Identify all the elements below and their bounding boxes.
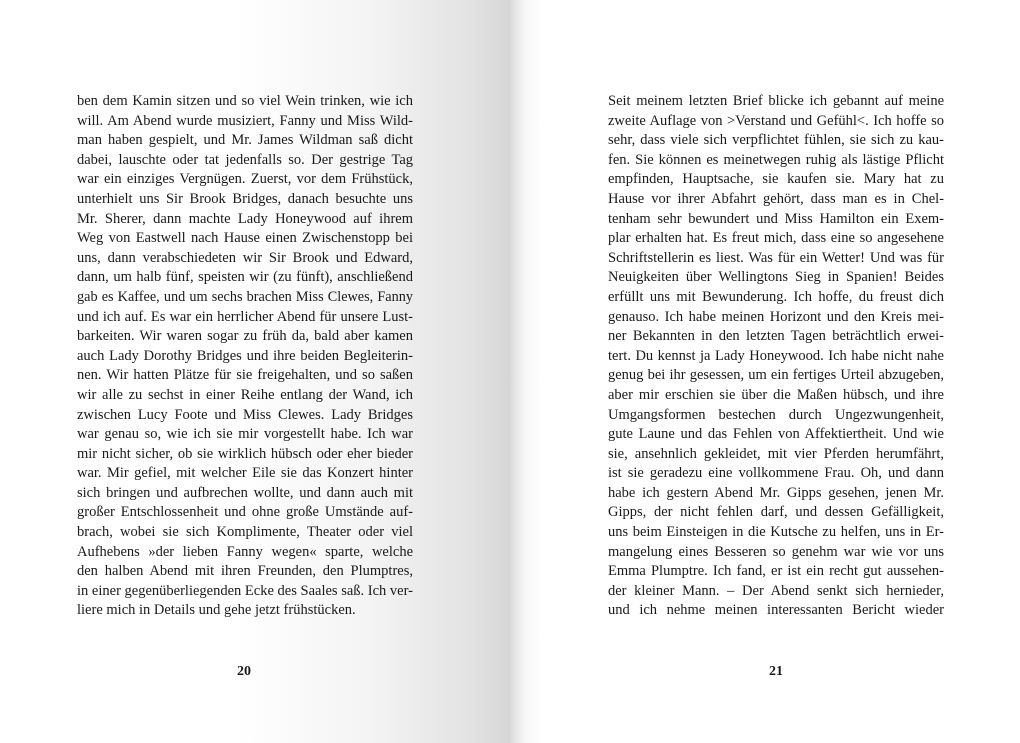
text-line: genug bei ihr gesessen, um ein fertiges Urteil abzugeben, (608, 367, 944, 384)
text-line: dabei, lauschte oder tat jedenfalls so. Der gestrige Tag (77, 151, 413, 168)
text-line: den halben Abend mit ihren Freunden, den Plumptres, (77, 563, 413, 580)
text-line: aber mir erschien sie über die Maßen hübsch, und ihre (608, 386, 944, 403)
text-line: genauso. Ich habe meinen Horizont und den Kreis mei- (608, 308, 944, 325)
text-line: der kleiner Mann. – Der Abend senkt sich hernieder, (608, 582, 944, 599)
text-line: und ich auf. Es war ein herrlicher Abend für unsere Lust- (77, 308, 413, 325)
page-number-right: 21 (769, 664, 783, 679)
text-line: liere mich in Details und gehe jetzt frühstücken. (77, 602, 356, 619)
text-line: ben dem Kamin sitzen und so viel Wein trinken, wie ich (77, 93, 413, 109)
text-line: gute Laune und das Fehlen von Affektiertheit. Und wie (608, 426, 944, 443)
text-line: mangelung eines Besseren so genehm war wie vor uns (608, 543, 944, 560)
text-line: großer Entschlossenheit und ohne große Umstände auf- (77, 504, 413, 521)
text-line: brach, wobei sie sich Komplimente, Theater oder viel (77, 524, 413, 541)
text-line: plar erhalten hat. Es freut mich, dass eine so angesehene (608, 230, 944, 247)
text-line: Gipps, der nicht fehlen darf, und dessen Gefälligkeit, (608, 504, 944, 521)
text-line: und ich nehme meinen interessanten Bericht wieder (608, 602, 944, 619)
text-line: tert. Du kennst ja Lady Honeywood. Ich habe nicht nahe (608, 347, 944, 364)
text-line: gab es Kaffee, und um sechs brachen Miss Clewes, Fanny (77, 288, 413, 305)
text-line: sehr, dass viele sich verpflichtet fühlen, sie sich zu kau- (608, 132, 944, 149)
page-number-left: 20 (237, 664, 251, 679)
text-line: war ein einziges Vergnügen. Zuerst, vor dem Frühstück, (77, 171, 413, 188)
text-line: sich bringen und aufbrechen wollte, und dann auch mit (77, 484, 413, 501)
text-line: Mr. Sherer, dann machte Lady Honeywood auf ihrem (77, 210, 413, 227)
text-line: dann, um halb fünf, speisten wir (zu fünft), anschließend (77, 269, 413, 286)
text-line: barkeiten. Wir waren sogar zu früh da, bald aber kamen (77, 328, 413, 345)
text-line: Umgangsformen bestechen durch Ungezwungenheit, (608, 406, 944, 423)
text-line: empfinden, Hauptsache, sie kaufen sie. Mary hat zu (608, 171, 944, 188)
text-line: zwischen Lucy Foote und Miss Clewes. Lady Bridges (77, 406, 413, 423)
text-line: wir alle zu sechst in einer Reihe entlang der Wand, ich (77, 386, 413, 403)
text-line: habe ich gestern Abend Mr. Gipps gesehen, jenen Mr. (608, 484, 944, 501)
text-line: fen. Sie können es meinetwegen ruhig als lästige Pflicht (608, 151, 944, 168)
right-page-text (608, 92, 944, 621)
right-page (510, 0, 1020, 743)
text-line: sie, ansehnlich gekleidet, mit vier Pferden herumfährt, (608, 445, 944, 462)
text-line: man haben gespielt, und Mr. James Wildman saß dicht (77, 132, 413, 149)
text-line: Neuigkeiten über Wellingtons Sieg in Spanien! Beides (608, 269, 944, 286)
text-line: ner Bekannten in den letzten Tagen beträchtlich erwei- (608, 328, 944, 345)
text-line: Schriftstellerin es liest. Was für ein Wetter! Und was für (608, 249, 944, 266)
left-page-text (77, 92, 413, 621)
text-line: erfüllt uns mit Bewunderung. Ich hoffe, du freust dich (608, 288, 944, 305)
text-line: Emma Plumptre. Ich fand, er ist ein recht gut aussehen- (608, 563, 944, 580)
text-line: war. Mir gefiel, mit welcher Eile sie das Konzert hinter (77, 465, 413, 482)
text-line: Aufhebens »der lieben Fanny wegen« sparte, welche (77, 543, 413, 560)
text-line: in einer gegenüberliegenden Ecke des Saales saß. Ich ver- (77, 582, 413, 599)
text-line: unterhielt uns Sir Brook Bridges, danach besuchte uns (77, 190, 413, 207)
text-line: zweite Auflage von >Verstand und Gefühl<. Ich hoffe so (608, 112, 944, 129)
text-line: Hause vor ihrer Abfahrt gehört, dass man es in Chel- (608, 190, 944, 207)
text-line: uns, dann verabschiedeten wir Sir Brook und Edward, (77, 249, 413, 266)
text-line: auch Lady Dorothy Bridges und ihre beiden Begleiterin- (77, 347, 413, 364)
text-line: war genau so, wie ich sie mir vorgestellt habe. Ich war (77, 426, 413, 443)
text-line: will. Am Abend wurde musiziert, Fanny und Miss Wild- (77, 112, 413, 129)
text-line: Weg von Eastwell nach Hause einen Zwischenstopp bei (77, 230, 413, 247)
text-line: nen. Wir hatten Plätze für sie freigehalten, und so saßen (77, 367, 413, 384)
text-line: Seit meinem letzten Brief blicke ich gebannt auf meine (608, 93, 944, 109)
text-line: mir nicht sicher, ob sie wirklich hübsch oder eher bieder (77, 445, 413, 462)
text-line: ist sie geradezu eine vollkommene Frau. Oh, und dann (608, 465, 944, 482)
text-line: tenham sehr bewundert und Miss Hamilton ein Exem- (608, 210, 944, 227)
text-line: uns beim Einsteigen in die Kutsche zu helfen, uns in Er- (608, 524, 944, 541)
